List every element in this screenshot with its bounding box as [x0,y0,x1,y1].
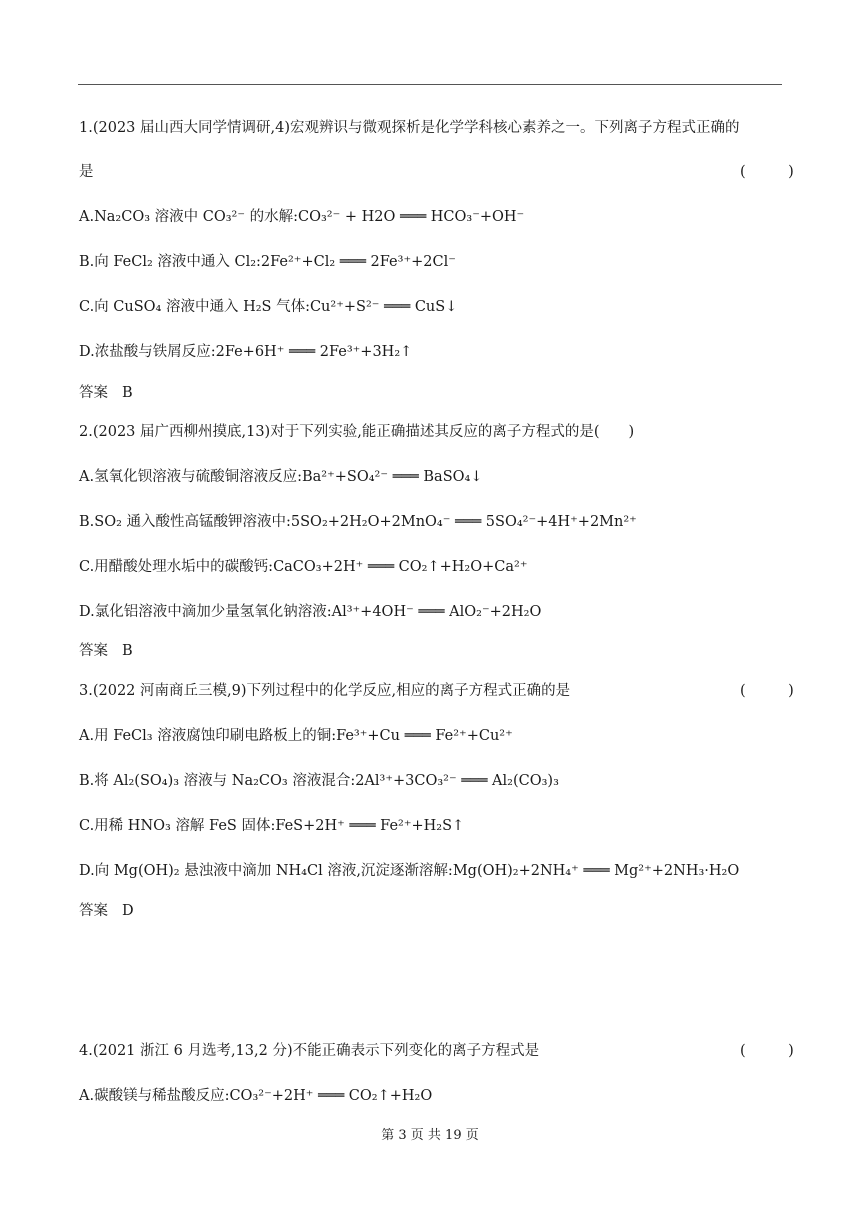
q1-stem-line2: 是 [79,164,94,180]
answer-label: 答案 [79,903,108,919]
q2-option-c: C.用醋酸处理水垢中的碳酸钙:CaCO₃+2H⁺ ═══ CO₂↑+H₂O+Ca²⁺ [79,559,528,575]
q1-option-d: D.浓盐酸与铁屑反应:2Fe+6H⁺ ═══ 2Fe³⁺+3H₂↑ [79,344,413,360]
page-number: 第 3 页 共 19 页 [381,1128,479,1143]
q3-answer [79,901,134,921]
q1-stem-line1: 1.(2023 届山西大同学情调研,4)宏观辨识与微观探析是化学学科核心素养之一。下列离子方程式正确的 [79,120,740,136]
q2-option-d: D.氯化铝溶液中滴加少量氢氧化钠溶液:Al³⁺+4OH⁻ ═══ AlO₂⁻+2H₂O [79,604,542,620]
q1-option-b: B.向 FeCl₂ 溶液中通入 Cl₂:2Fe²⁺+Cl₂ ═══ 2Fe³⁺+2Cl⁻ [79,254,456,270]
q2-option-a: A.氢氧化钡溶液与硫酸铜溶液反应:Ba²⁺+SO₄²⁻ ═══ BaSO₄↓ [79,469,483,485]
q4-answer-paren: ( ) [740,1043,808,1059]
q3-stem: 3.(2022 河南商丘三模,9)下列过程中的化学反应,相应的离子方程式正确的是 [79,683,571,699]
q1-answer-paren: ( ) [740,164,808,180]
answer-value: D [122,903,134,919]
header-rule [78,84,782,85]
q3-answer-paren: ( ) [740,683,808,699]
answer-value: B [122,643,133,659]
q4-stem: 4.(2021 浙江 6 月选考,13,2 分)不能正确表示下列变化的离子方程式是 [79,1043,540,1059]
q2-answer [79,641,133,661]
answer-label: 答案 [79,385,108,401]
q3-option-b: B.将 Al₂(SO₄)₃ 溶液与 Na₂CO₃ 溶液混合:2Al³⁺+3CO₃²⁻ ═══ Al₂(CO₃)₃ [79,773,559,789]
answer-value: B [122,385,133,401]
q3-option-c: C.用稀 HNO₃ 溶解 FeS 固体:FeS+2H⁺ ═══ Fe²⁺+H₂S↑ [79,818,465,834]
q2-option-b: B.SO₂ 通入酸性高锰酸钾溶液中:5SO₂+2H₂O+2MnO₄⁻ ═══ 5SO₄²⁻+4H⁺+2Mn²⁺ [79,514,637,530]
answer-label: 答案 [79,643,108,659]
q1-answer [79,383,133,403]
q3-option-d: D.向 Mg(OH)₂ 悬浊液中滴加 NH₄Cl 溶液,沉淀逐渐溶解:Mg(OH)₂+2NH₄⁺ ═══ Mg²⁺+2NH₃·H₂O [79,863,740,879]
q1-option-c: C.向 CuSO₄ 溶液中通入 H₂S 气体:Cu²⁺+S²⁻ ═══ CuS↓ [79,299,458,315]
q3-option-a: A.用 FeCl₃ 溶液腐蚀印刷电路板上的铜:Fe³⁺+Cu ═══ Fe²⁺+Cu²⁺ [79,728,513,744]
q2-stem: 2.(2023 届广西柳州摸底,13)对于下列实验,能正确描述其反应的离子方程式的是( ) [79,424,635,440]
q1-option-a: A.Na₂CO₃ 溶液中 CO₃²⁻ 的水解:CO₃²⁻ + H2O ═══ HCO₃⁻+OH⁻ [79,209,525,225]
q4-option-a: A.碳酸镁与稀盐酸反应:CO₃²⁻+2H⁺ ═══ CO₂↑+H₂O [79,1088,433,1104]
